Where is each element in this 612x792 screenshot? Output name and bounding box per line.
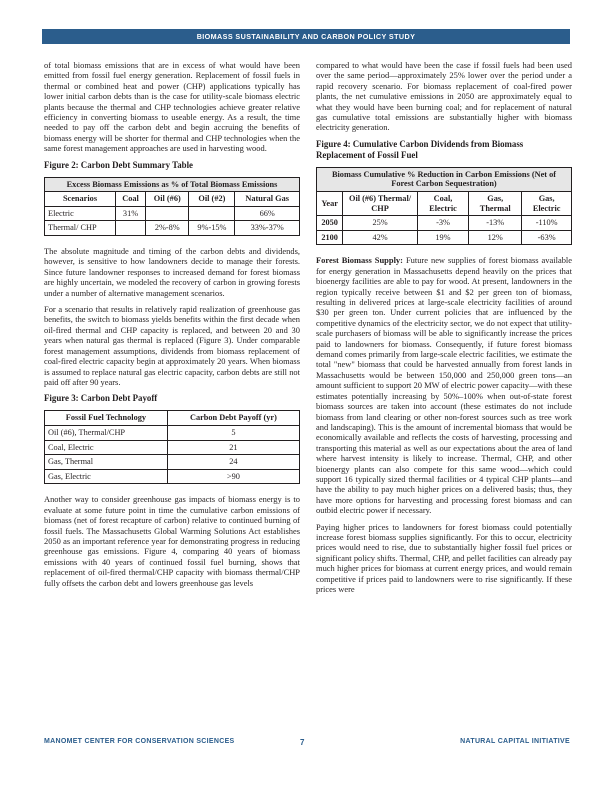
table-cell: -13%	[469, 216, 522, 231]
column-header: Scenarios	[45, 192, 116, 207]
column-header: Coal, Electric	[417, 192, 468, 216]
table-row	[45, 425, 300, 440]
table-cell	[189, 206, 235, 221]
table-cell	[146, 206, 189, 221]
table-cell: 33%-37%	[235, 221, 300, 236]
header-bar	[42, 29, 570, 44]
figure-2-title: Figure 2: Carbon Debt Summary Table	[44, 159, 193, 170]
table-cell: 25%	[343, 216, 418, 231]
column-header: Oil (#2)	[189, 192, 235, 207]
table-cell: 2100	[317, 230, 343, 245]
table-cell: 5	[167, 425, 299, 440]
right-paragraph-3: Paying higher prices to landowners for forest biomass could potentially increase forest biomass supplies significantly. For this to occur, electricity prices would need to rise, due to substantially higher fossil fuel prices or significant policy shifts. Thermal, CHP, and pellet facilities can already pay much higher prices for biomass at current energy prices, and would remain competitive if prices paid to landowners were to rise significantly. If these prices were	[316, 521, 572, 594]
carbon-debt-payoff-table	[44, 410, 300, 484]
left-column	[44, 60, 300, 594]
table-caption: Biomass Cumulative % Reduction in Carbon Emissions (Net of Forest Carbon Sequestration)	[317, 167, 572, 191]
table-cell: 31%	[115, 206, 145, 221]
table-row	[45, 455, 300, 470]
left-paragraph-4: Another way to consider greenhouse gas impacts of biomass energy is to evaluate at some future point in time the cumulative carbon emissions of biomass (net of forest recapture of carbon) relative to continued burning of fossil fuels. The Massachusetts Global Warming Solutions Act establishes 2050 as an important reference year for demonstrating progress in reducing greenhouse gas emissions. Figure 4, comparing 40 years of biomass emissions with 40 years of continued fossil fuel burning, shows that replacement of oil-fired thermal/CHP capacity with biomass thermal/CHP fully offsets the carbon debt and lowers greenhouse gas levels	[44, 494, 300, 588]
table-row	[45, 206, 300, 221]
table-cell: 24	[167, 455, 299, 470]
column-header: Coal	[115, 192, 145, 207]
table-caption: Excess Biomass Emissions as % of Total Biomass Emissions	[45, 177, 300, 192]
column-header: Gas, Thermal	[469, 192, 522, 216]
table-cell: Oil (#6), Thermal/CHP	[45, 425, 168, 440]
table-row	[45, 221, 300, 236]
column-header: Oil (#6)	[146, 192, 189, 207]
table-cell: Electric	[45, 206, 116, 221]
table-cell: 2%-8%	[146, 221, 189, 236]
table-cell: 12%	[469, 230, 522, 245]
header-title: BIOMASS SUSTAINABILITY AND CARBON POLICY STUDY	[196, 32, 416, 41]
table-cell: -110%	[522, 216, 572, 231]
table-cell: Gas, Thermal	[45, 455, 168, 470]
column-header: Year	[317, 192, 343, 216]
table-row	[45, 440, 300, 455]
figure-3-title: Figure 3: Carbon Debt Payoff	[44, 393, 158, 404]
column-header: Fossil Fuel Technology	[45, 411, 168, 426]
figure-4-title: Figure 4: Cumulative Carbon Dividends from Biomass Replacement of Fossil Fuel	[316, 138, 524, 160]
footer-organization: MANOMET CENTER FOR CONSERVATION SCIENCES	[44, 738, 235, 745]
right-column	[316, 60, 572, 600]
table-row	[317, 216, 572, 231]
table-cell: >90	[167, 469, 299, 484]
footer-initiative: NATURAL CAPITAL INITIATIVE	[460, 738, 570, 745]
table-row	[317, 230, 572, 245]
page-number: 7	[300, 738, 305, 747]
left-paragraph-2: The absolute magnitude and timing of the carbon debts and dividends, however, is sensitive to how landowners decide to manage their forests. Since future landowner responses to increased demand for forest biomass are highly uncertain, we modeled the recovery of carbon in growing forests under a number of alternative management scenarios.	[44, 246, 300, 298]
column-header: Oil (#6) Thermal/ CHP	[343, 192, 418, 216]
section-lead: Forest Biomass Supply:	[316, 255, 403, 266]
paragraph-body: Future new supplies of forest biomass available for energy generation in Massachusetts depend heavily on the prices that bioenergy facilities are able to pay for wood. At present, landowners in the region typically receive between $1 and $2 per green ton of biomass, resulting in delivered prices at large-scale electricity facilities of around $30 per green ton. Under current policies that are influenced by the competitive dynamics of the electricity sector, we do not expect that utility-scale purchasers of biomass will be able to significantly increase the prices paid to landowners for biomass. Consequently, if future forest biomass demand comes primarily from large-scale electric facilities, we estimate the total "new" biomass that could be harvested annually from forest lands in Massachusetts would be between 150,000 and 250,000 green tons—an amount sufficient to support 20 MW of electric power capacity—with these estimates potentially increasing by 50%–100% when out-of-state forest biomass sources are taken into account (these estimates do not include biomass from land clearing or other non-forest sources such as tree work and landscaping). This is the amount of incremental biomass that would be economically available and reflects the costs of harvesting, processing and transporting this material as well as our expectations about the area of land where harvest intensity is likely to increase. Thermal, CHP, and other bioenergy plants can also compete for this same wood—which could support 16 typically sized thermal facilities or 4 typical CHP plants—and have the ability to pay much higher prices on a delivered basis; thus, they have more options for harvesting and processing forest biomass and can outbid electric power if necessary.	[316, 255, 573, 516]
table-row	[45, 469, 300, 484]
table-cell: 2050	[317, 216, 343, 231]
table-cell	[115, 221, 145, 236]
column-header: Natural Gas	[235, 192, 300, 207]
table-cell: Gas, Electric	[45, 469, 168, 484]
right-paragraph-2	[316, 255, 572, 515]
table-cell: -63%	[522, 230, 572, 245]
table-cell: -3%	[417, 216, 468, 231]
table-cell: Coal, Electric	[45, 440, 168, 455]
table-cell: Thermal/ CHP	[45, 221, 116, 236]
carbon-debt-summary-table	[44, 177, 300, 236]
column-header: Gas, Electric	[522, 192, 572, 216]
table-cell: 42%	[343, 230, 418, 245]
cumulative-dividends-table	[316, 167, 572, 246]
table-cell: 9%-15%	[189, 221, 235, 236]
table-cell: 21	[167, 440, 299, 455]
table-cell: 19%	[417, 230, 468, 245]
table-cell: 66%	[235, 206, 300, 221]
left-paragraph-1: of total biomass emissions that are in excess of what would have been emitted from fossil fuel energy generation. Replacement of fossil fuels in thermal or combined heat and power (CHP) applications typically has lower initial carbon debts than is the case for utility-scale biomass electric plants because the thermal and CHP technologies achieve greater relative efficiency in converting biomass to useable energy. As a result, the time needed to pay off the carbon debt and begin accruing the benefits of biomass energy will be shorter for thermal and CHP technologies when the same forest management approaches are used in harvesting wood.	[44, 60, 300, 154]
right-paragraph-1: compared to what would have been the case if fossil fuels had been used over the same period—approximately 25% lower over the period under a rapid recovery scenario. For biomass replacement of coal-fired power plants, the net cumulative emissions in 2050 are approximately equal to what they would have been burning coal; and for replacement of natural gas cumulative total emissions are substantially higher with biomass electricity generation.	[316, 60, 572, 133]
column-header: Carbon Debt Payoff (yr)	[167, 411, 299, 426]
left-paragraph-3: For a scenario that results in relatively rapid realization of greenhouse gas benefits, the switch to biomass yields benefits within the first decade when oil-fired thermal and CHP capacity is replaced, and between 20 and 30 years when natural gas thermal is replaced (Figure 3). Under comparable forest management assumptions, dividends from biomass replacement of coal-fired electric capacity begin at approximately 20 years. When biomass is assumed to replace natural gas electric capacity, carbon debts are still not paid off after 90 years.	[44, 304, 300, 387]
